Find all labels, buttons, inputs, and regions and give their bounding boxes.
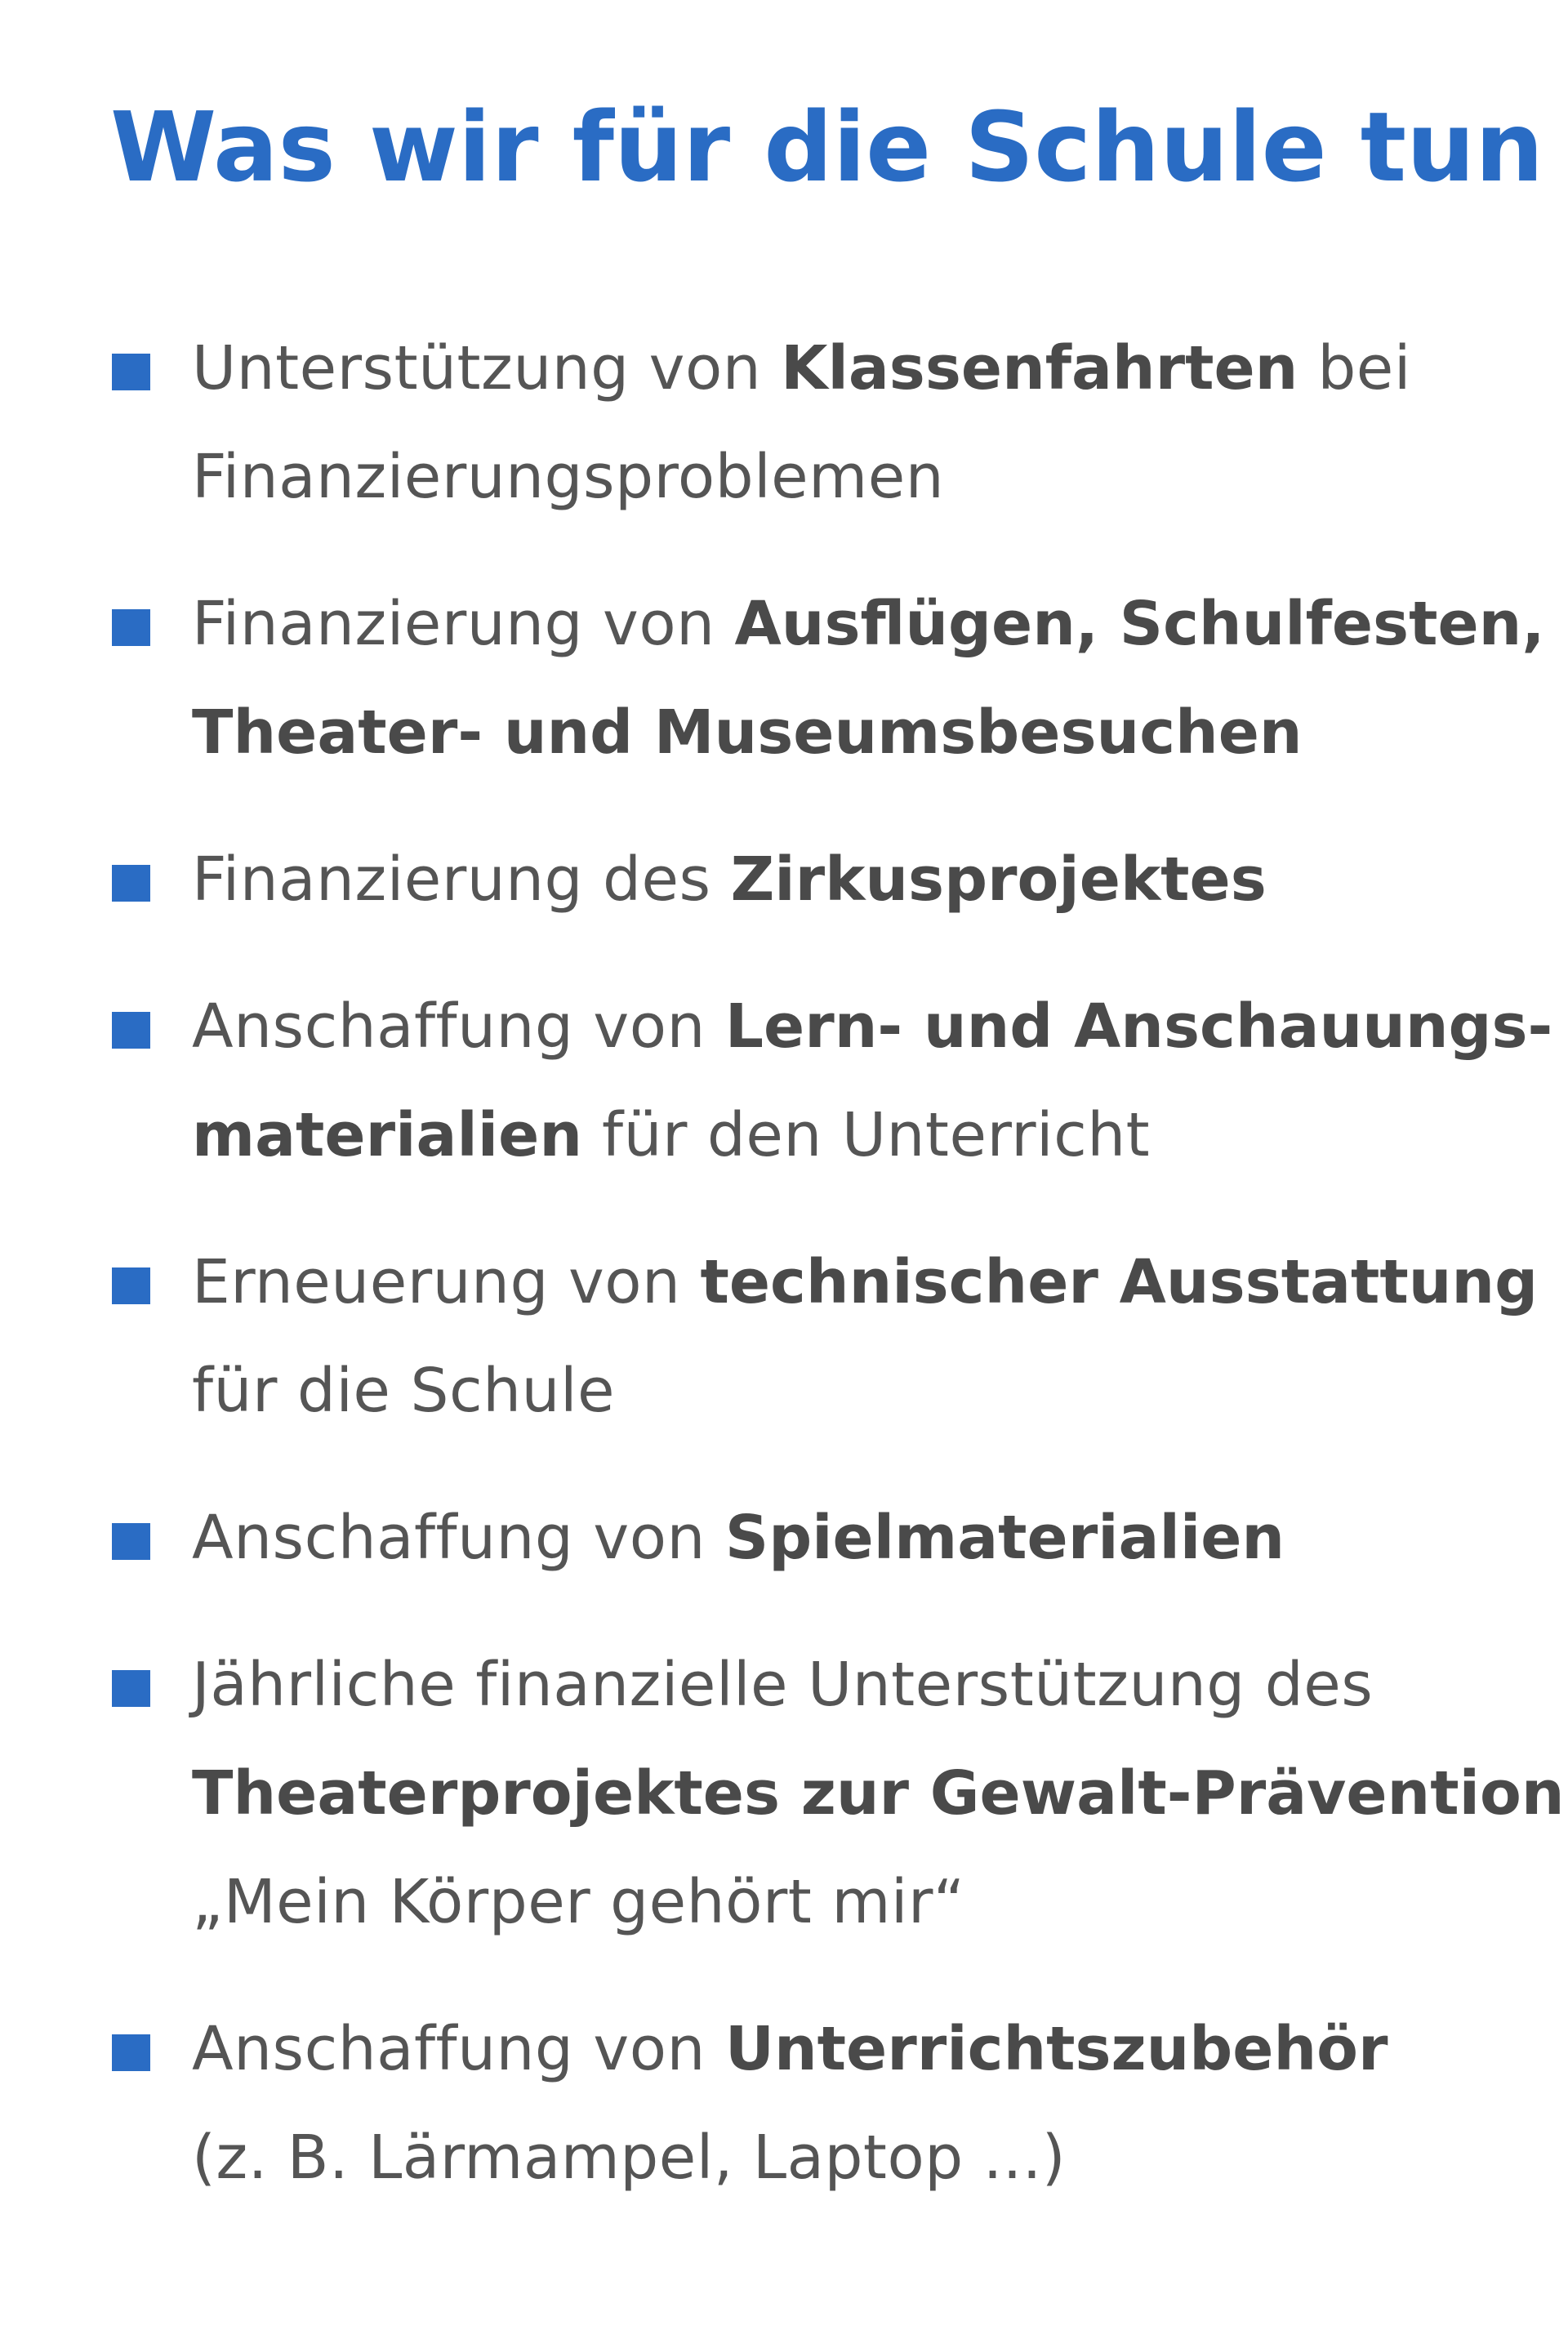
text-line — [192, 1995, 1548, 2104]
text-normal: Jährliche finanzielle Unterstützung des — [192, 1650, 1374, 1720]
list-item-text — [192, 1995, 1548, 2212]
text-normal: „Mein Körper gehört mir“ — [192, 1867, 965, 1937]
support-list — [110, 314, 1565, 2251]
list-item-text — [192, 826, 1548, 934]
text-line — [192, 826, 1548, 934]
square-bullet-icon — [112, 2034, 150, 2071]
text-line — [192, 1848, 1548, 1957]
list-item-text — [192, 1484, 1548, 1593]
text-line — [192, 973, 1553, 1081]
text-line — [192, 1631, 1548, 1740]
text-bold: Ausflügen, Schulfesten, — [734, 589, 1545, 659]
list-item-lernmaterialien — [110, 973, 1553, 1190]
text-normal: Finanzierung von — [192, 589, 735, 659]
square-bullet-icon — [112, 354, 150, 390]
text-normal: (z. B. Lärmampel, Laptop ...) — [192, 2123, 1067, 2193]
text-line — [192, 679, 1548, 787]
text-line — [192, 1484, 1548, 1593]
text-normal: für die Schule — [192, 1356, 616, 1426]
text-bold: Klassenfahrten — [781, 333, 1298, 403]
text-line — [192, 1740, 1565, 1848]
text-bold: Zirkusprojektes — [730, 844, 1267, 915]
text-line — [192, 1081, 1548, 1190]
text-line — [192, 1337, 1548, 1446]
page-title: Was wir für die Schule tun — [110, 91, 1544, 203]
text-normal: Finanzierung des — [192, 844, 731, 915]
list-item-unterrichtszubehoer — [110, 1995, 1548, 2212]
square-bullet-icon — [112, 865, 150, 902]
list-item-theaterprojekt — [110, 1631, 1565, 1957]
list-item-spielmaterialien — [110, 1484, 1548, 1593]
list-item-text — [192, 1228, 1548, 1446]
text-normal: Erneuerung von — [192, 1247, 701, 1317]
text-bold: Theater- und Museumsbesuchen — [192, 697, 1303, 768]
text-line — [192, 314, 1548, 423]
square-bullet-icon — [112, 1012, 150, 1049]
text-normal: bei — [1298, 333, 1411, 403]
list-item-text — [192, 314, 1548, 532]
list-item-zirkusprojekt — [110, 826, 1548, 934]
square-bullet-icon — [112, 1670, 150, 1707]
text-line — [192, 570, 1548, 679]
text-bold: Lern- und Anschauungs- — [724, 991, 1553, 1062]
text-bold: Spielmaterialien — [724, 1503, 1285, 1573]
text-line — [192, 1228, 1548, 1337]
text-normal: Unterstützung von — [192, 333, 782, 403]
list-item-text — [192, 1631, 1565, 1957]
text-normal: Anschaffung von — [192, 991, 725, 1062]
text-bold: Theaterprojektes zur Gewalt-Prävention — [192, 1758, 1565, 1829]
list-item-klassenfahrten — [110, 314, 1548, 532]
square-bullet-icon — [112, 1523, 150, 1560]
list-item-text — [192, 973, 1553, 1190]
text-line — [192, 423, 1548, 532]
list-item-ausfluege — [110, 570, 1548, 787]
square-bullet-icon — [112, 1267, 150, 1304]
text-bold: materialien — [192, 1100, 583, 1170]
list-item-text — [192, 570, 1548, 787]
list-item-technik — [110, 1228, 1548, 1446]
text-normal: Finanzierungsproblemen — [192, 442, 945, 512]
text-normal: Anschaffung von — [192, 1503, 725, 1573]
text-normal: für den Unterricht — [582, 1100, 1151, 1170]
text-normal: Anschaffung von — [192, 2014, 725, 2084]
text-bold: technischer Ausstattung — [700, 1247, 1539, 1317]
text-bold: Unterrichtszubehör — [724, 2014, 1388, 2084]
square-bullet-icon — [112, 609, 150, 646]
text-line — [192, 2104, 1548, 2212]
